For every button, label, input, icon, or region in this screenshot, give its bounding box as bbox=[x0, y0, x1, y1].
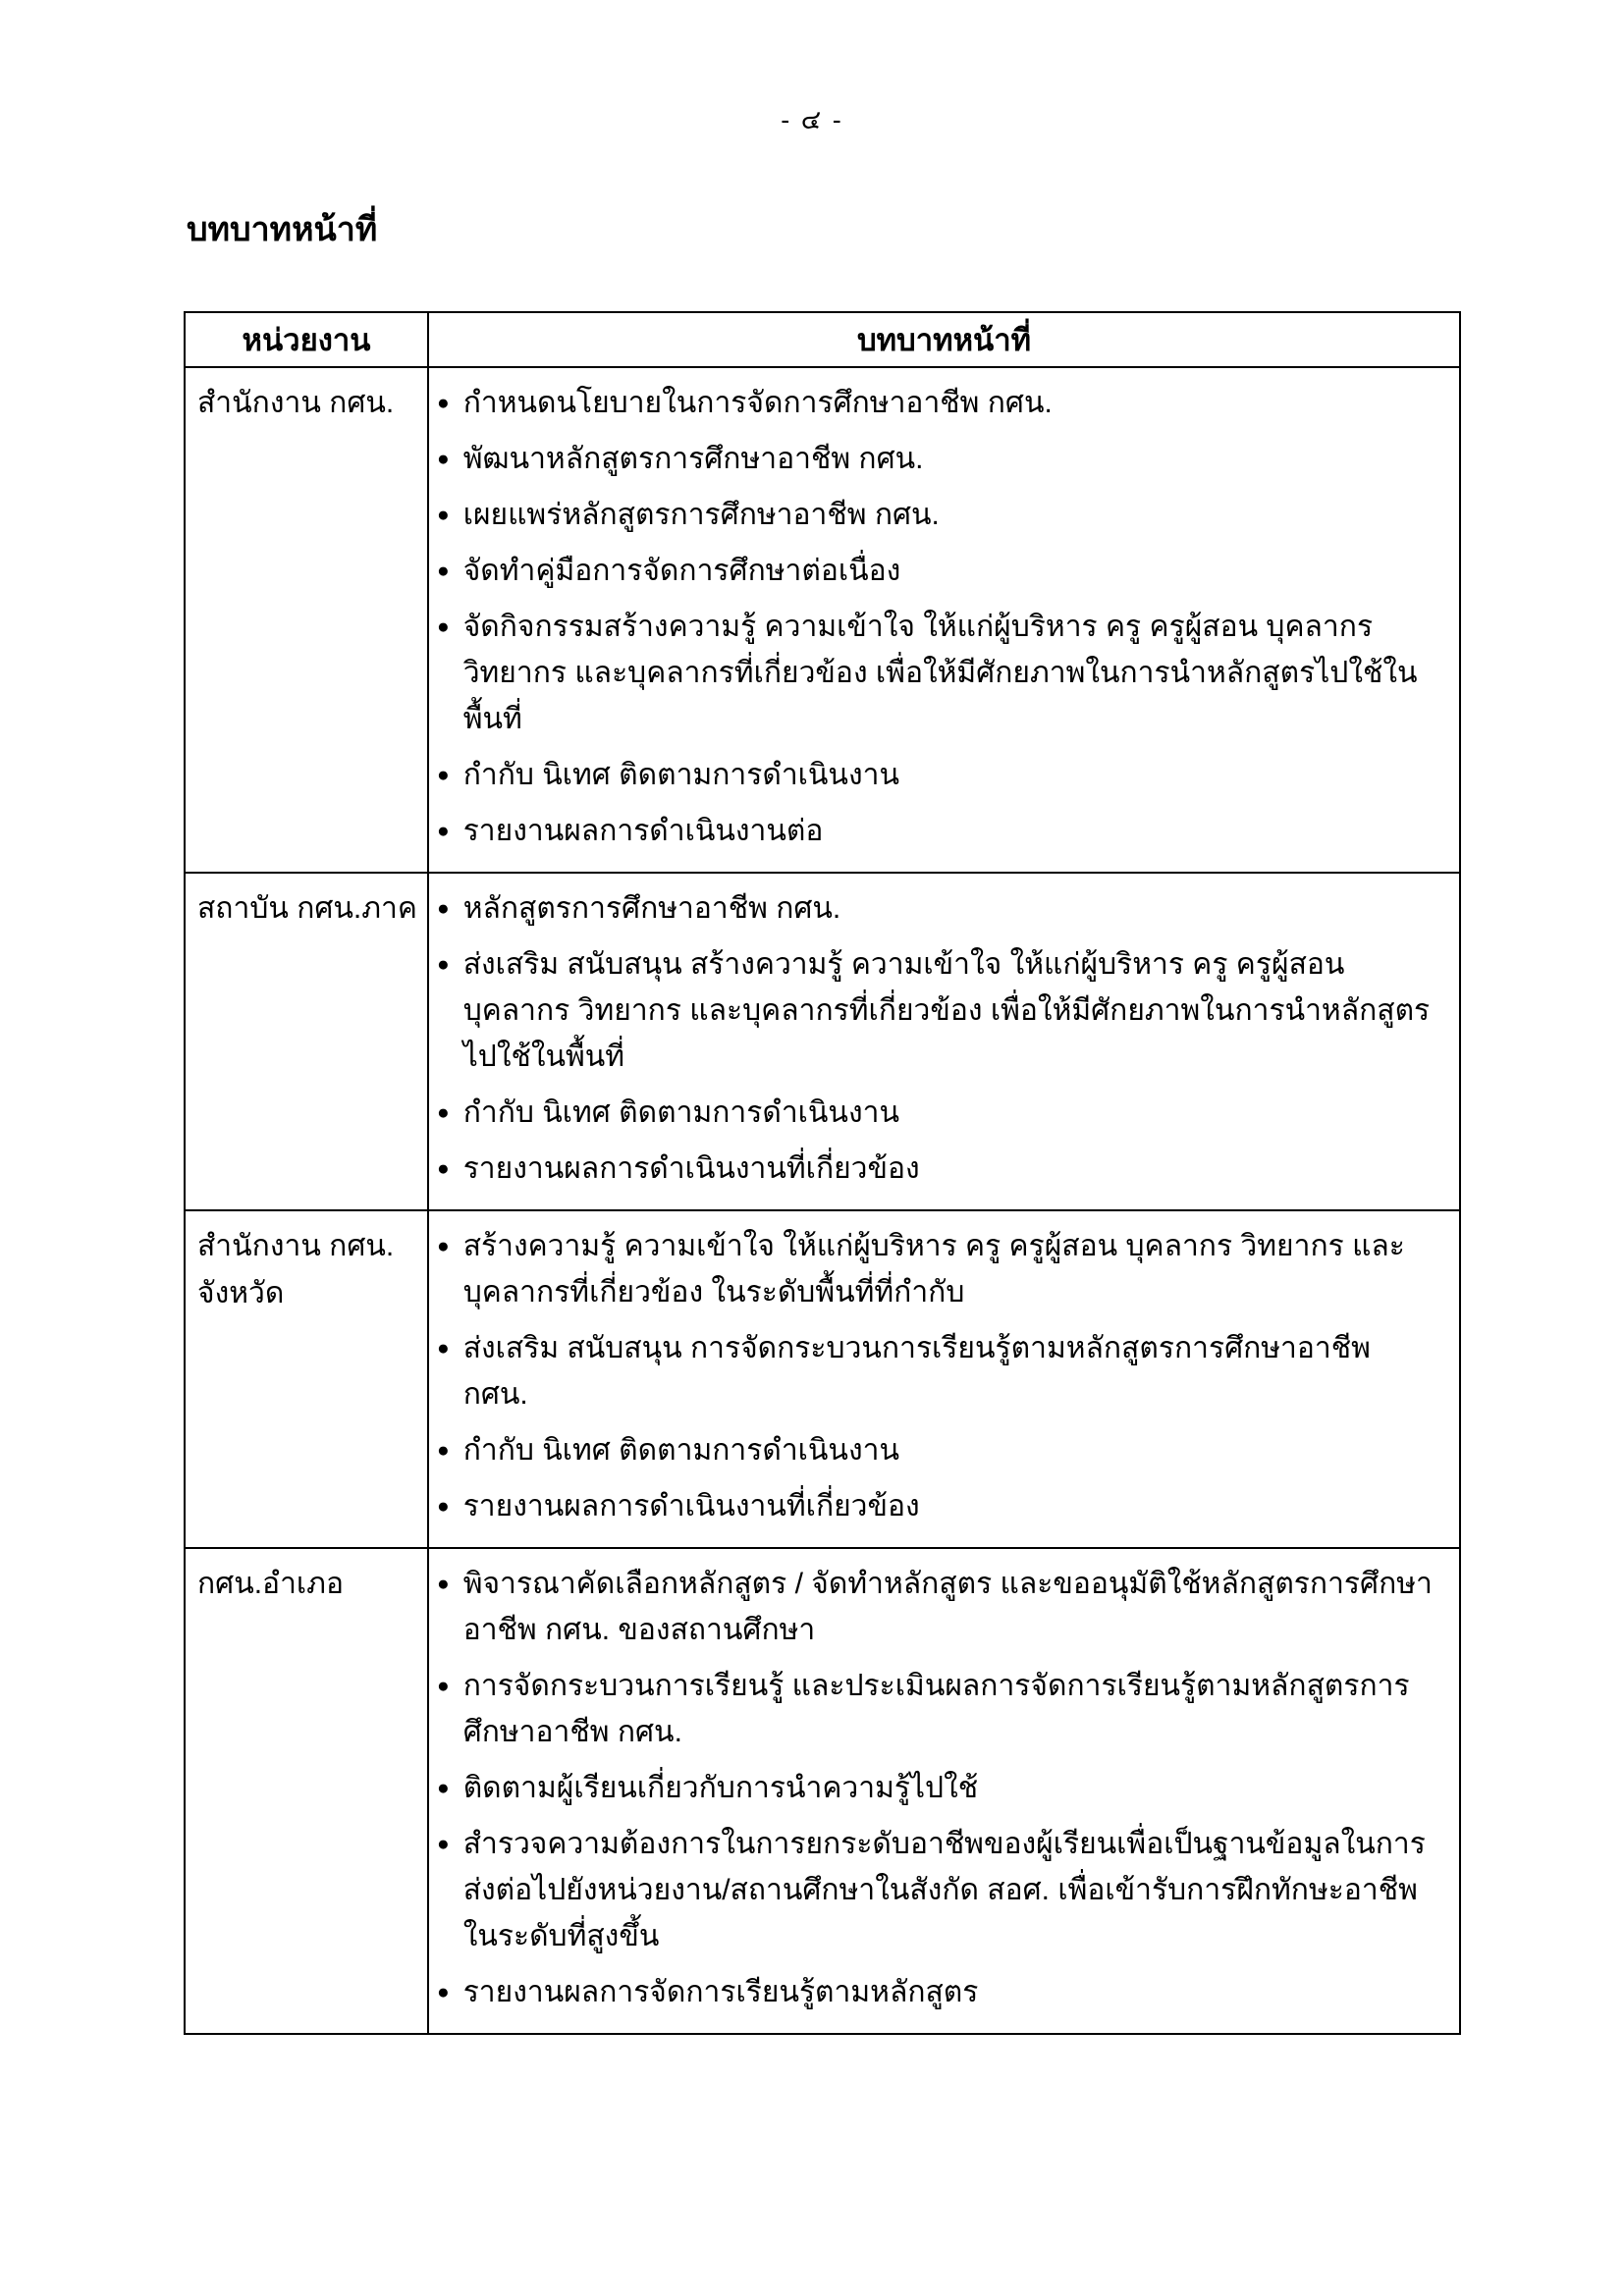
table-body bbox=[185, 367, 1460, 2034]
bullet-icon: ● bbox=[437, 1439, 450, 1462]
list-item bbox=[437, 1821, 1443, 1959]
column-header-agency: หน่วยงาน bbox=[185, 312, 428, 367]
duty-text: พัฒนาหลักสูตรการศึกษาอาชีพ กศน. bbox=[462, 443, 924, 475]
page-number: - ๔ - bbox=[781, 105, 843, 134]
list-item bbox=[437, 380, 1443, 426]
table-row bbox=[185, 367, 1460, 873]
duty-text: ส่งเสริม สนับสนุน สร้างความรู้ ความเข้าใจ ให้แก่ผู้บริหาร ครู ครูผู้สอน บุคลากร วิทยากร และบุคลากรที่เกี่ยวข้อง เพื่อให้มีศักยภาพในการนำหลักสูตรไปใช้ในพื้นที่ bbox=[462, 948, 1431, 1073]
agency-name: สำนักงาน กศน. bbox=[197, 387, 395, 419]
list-item bbox=[437, 1663, 1443, 1755]
bullet-icon: ● bbox=[437, 820, 450, 842]
bullet-icon: ● bbox=[437, 953, 450, 976]
table-row bbox=[185, 873, 1460, 1210]
bullet-icon: ● bbox=[437, 764, 450, 786]
duty-text: กำกับ นิเทศ ติดตามการดำเนินงาน bbox=[462, 1434, 899, 1467]
bullet-icon: ● bbox=[437, 1101, 450, 1124]
bullet-icon: ● bbox=[437, 1777, 450, 1799]
agency-cell bbox=[185, 873, 428, 1210]
bullet-icon: ● bbox=[437, 392, 450, 414]
agency-name: สำนักงาน กศน. จังหวัด bbox=[197, 1230, 395, 1309]
duty-text: พิจารณาคัดเลือกหลักสูตร / จัดทำหลักสูตร และขออนุมัติใช้หลักสูตรการศึกษาอาชีพ กศน. ของสถานศึกษา bbox=[462, 1568, 1433, 1646]
duty-text: ติดตามผู้เรียนเกี่ยวกับการนำความรู้ไปใช้ bbox=[462, 1772, 979, 1804]
duty-text: กำกับ นิเทศ ติดตามการดำเนินงาน bbox=[462, 1096, 899, 1129]
duties-cell bbox=[428, 873, 1460, 1210]
list-item bbox=[437, 436, 1443, 482]
roles-table bbox=[184, 311, 1461, 2035]
duty-text: ส่งเสริม สนับสนุน การจัดกระบวนการเรียนรู้ตามหลักสูตรการศึกษาอาชีพ กศน. bbox=[462, 1332, 1371, 1411]
bullet-icon: ● bbox=[437, 504, 450, 526]
list-item bbox=[437, 1090, 1443, 1136]
list-item bbox=[437, 752, 1443, 798]
bullet-icon: ● bbox=[437, 897, 450, 920]
list-item bbox=[437, 1325, 1443, 1417]
list-item bbox=[437, 1969, 1443, 2015]
duty-text: กำกับ นิเทศ ติดตามการดำเนินงาน bbox=[462, 759, 899, 791]
list-item bbox=[437, 808, 1443, 854]
duty-text: หลักสูตรการศึกษาอาชีพ กศน. bbox=[462, 892, 841, 925]
list-item bbox=[437, 1483, 1443, 1529]
bullet-icon: ● bbox=[437, 560, 450, 582]
table-row bbox=[185, 1210, 1460, 1548]
column-header-duties: บทบาทหน้าที่ bbox=[428, 312, 1460, 367]
duties-cell bbox=[428, 1210, 1460, 1548]
duty-text: จัดกิจกรรมสร้างความรู้ ความเข้าใจ ให้แก่ผู้บริหาร ครู ครูผู้สอน บุคลากร วิทยากร และบุคลากรที่เกี่ยวข้อง เพื่อให้มีศักยภาพในการนำหลักสูตรไปใช้ในพื้นที่ bbox=[462, 611, 1418, 735]
table-row bbox=[185, 1548, 1460, 2034]
list-item bbox=[437, 604, 1443, 742]
duty-text: รายงานผลการจัดการเรียนรู้ตามหลักสูตร bbox=[462, 1976, 979, 2008]
bullet-icon: ● bbox=[437, 1981, 450, 2003]
list-item bbox=[437, 492, 1443, 538]
list-item bbox=[437, 941, 1443, 1080]
bullet-icon: ● bbox=[437, 615, 450, 638]
duty-text: เผยแพร่หลักสูตรการศึกษาอาชีพ กศน. bbox=[462, 499, 940, 531]
list-item bbox=[437, 1146, 1443, 1192]
list-item bbox=[437, 548, 1443, 594]
duty-text: สร้างความรู้ ความเข้าใจ ให้แก่ผู้บริหาร ครู ครูผู้สอน บุคลากร วิทยากร และบุคลากรที่เกี่ยวข้อง ในระดับพื้นที่ที่กำกับ bbox=[462, 1230, 1405, 1308]
page-title: บทบาทหน้าที่ bbox=[187, 211, 378, 248]
bullet-icon: ● bbox=[437, 1495, 450, 1518]
agency-name: สถาบัน กศน.ภาค bbox=[197, 892, 417, 925]
duty-text: รายงานผลการดำเนินงานต่อ bbox=[462, 815, 824, 847]
agency-name: กศน.อำเภอ bbox=[197, 1568, 344, 1600]
list-item bbox=[437, 1561, 1443, 1653]
duty-text: การจัดกระบวนการเรียนรู้ และประเมินผลการจัดการเรียนรู้ตามหลักสูตรการศึกษาอาชีพ กศน. bbox=[462, 1670, 1410, 1748]
list-item bbox=[437, 1223, 1443, 1315]
duty-text: สำรวจความต้องการในการยกระดับอาชีพของผู้เรียนเพื่อเป็นฐานข้อมูลในการส่งต่อไปยังหน่วยงาน/สถานศึกษาในสังกัด สอศ. เพื่อเข้ารับการฝึกทักษะอาชีพในระดับที่สูงขึ้น bbox=[462, 1828, 1426, 1952]
bullet-icon: ● bbox=[437, 1337, 450, 1360]
table-header-row bbox=[185, 312, 1460, 367]
agency-cell bbox=[185, 367, 428, 873]
list-item bbox=[437, 1427, 1443, 1473]
bullet-icon: ● bbox=[437, 1573, 450, 1595]
bullet-icon: ● bbox=[437, 1675, 450, 1697]
agency-cell bbox=[185, 1548, 428, 2034]
list-item bbox=[437, 1765, 1443, 1811]
duties-cell bbox=[428, 1548, 1460, 2034]
duty-text: รายงานผลการดำเนินงานที่เกี่ยวข้อง bbox=[462, 1152, 920, 1185]
list-item bbox=[437, 885, 1443, 932]
bullet-icon: ● bbox=[437, 1833, 450, 1855]
bullet-icon: ● bbox=[437, 1235, 450, 1257]
duty-text: จัดทำคู่มือการจัดการศึกษาต่อเนื่อง bbox=[462, 555, 901, 587]
bullet-icon: ● bbox=[437, 448, 450, 470]
duty-text: กำหนดนโยบายในการจัดการศึกษาอาชีพ กศน. bbox=[462, 387, 1053, 419]
agency-cell bbox=[185, 1210, 428, 1548]
bullet-icon: ● bbox=[437, 1157, 450, 1180]
duties-cell bbox=[428, 367, 1460, 873]
duty-text: รายงานผลการดำเนินงานที่เกี่ยวข้อง bbox=[462, 1490, 920, 1522]
